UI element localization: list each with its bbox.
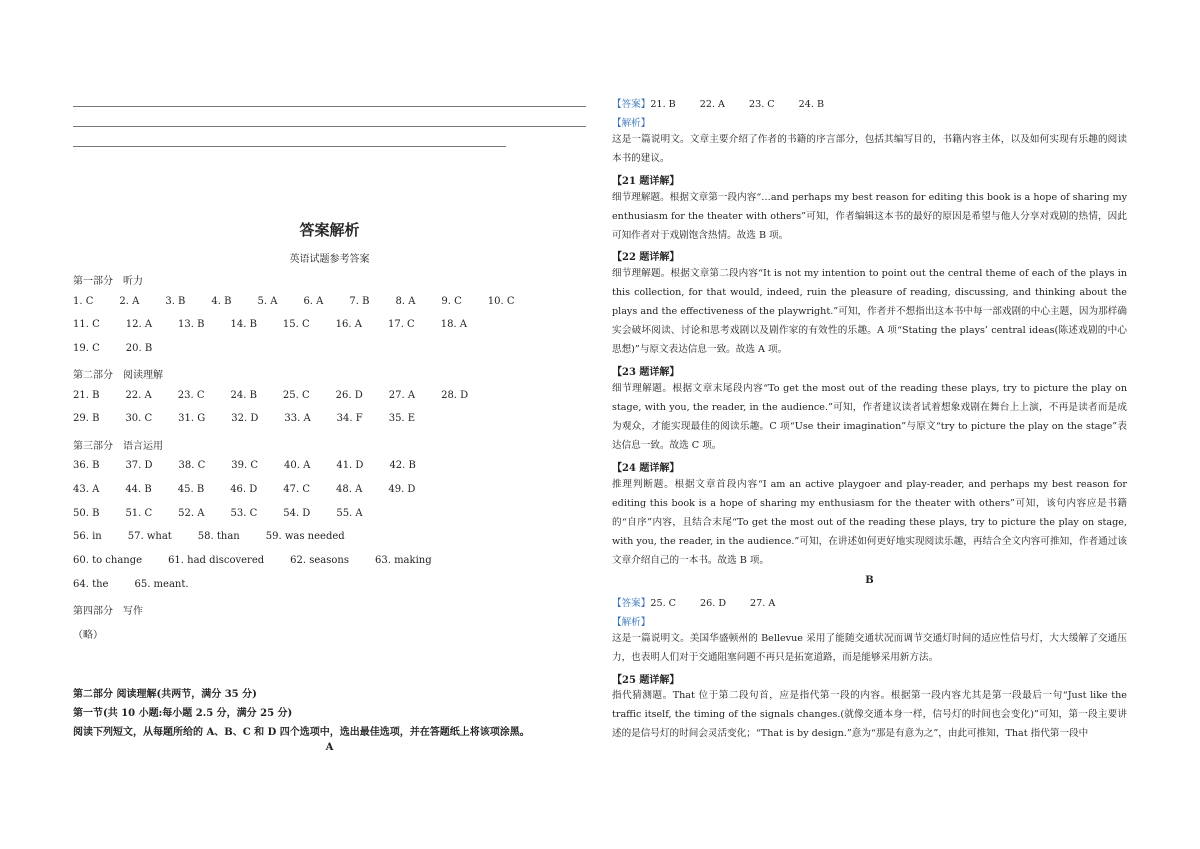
answer-line-b: 【答案】25. C 26. D 27. A <box>612 598 776 609</box>
analysis-paragraph: 这是一篇说明文。文章主要介绍了作者的书籍的序言部分，包括其编写目的，书籍内容主体，以及如何实现有乐趣的阅读本书的建议。 <box>612 134 1127 164</box>
question-explanation: 细节理解题。根据文章第一段内容“…and perhaps my best reason for editing this book is a hope of sharing my enthusiasm for the theater with others”可知，作者编辑这本书的最好的原因是希望与他人分享对戏剧的热情，因此可知作者对于戏剧饱含热情。故选 B 项。 <box>612 192 1127 241</box>
answer-tag: 【答案】 <box>612 99 651 110</box>
question-explanation: 细节理解题。根据文章末尾段内容“To get the most out of the reading these plays, try to picture the play on stage, with you, the reader, in the audience.”可知，作者建议读者试着想象戏剧在舞台上上演，不再是读者而是成为观众，才能实现最佳的阅读乐趣。C 项“Use their imagination”与原文“try to picture the play on the stage”表达信息一致。故选 C 项。 <box>612 383 1127 451</box>
page-title: 答案解析 <box>299 221 360 239</box>
question-header: 【25 题详解】 <box>612 675 680 686</box>
part4-label: 第四部分 写作 <box>73 606 143 617</box>
answer-row: 56. in 57. what 58. than 59. was needed <box>73 531 345 542</box>
answer-row: 43. A 44. B 45. B 46. D 47. C 48. A 49. D <box>73 484 416 495</box>
answer-row: 50. B 51. C 52. A 53. C 54. D 55. A <box>73 508 363 519</box>
question-header: 【24 题详解】 <box>612 463 680 474</box>
answer-row: 64. the 65. meant. <box>73 579 189 590</box>
question-explanation: 推理判断题。根据文章首段内容“I am an active playgoer and play-reader, and perhaps my best reason for editing this book is a hope of sharing my enthusiasm for the theater with others”可知，该句内容应是书籍的“自序”内容，且结合末尾“To get the most out of the reading these plays, try to picture the play on stage, with you, the reader, in the audience.”可知，在讲述如何更好地实现阅读乐趣，再结合全文内容可推知，作者通过该文章介绍自己的一本书。故选 B 项。 <box>612 479 1127 566</box>
question-header: 【21 题详解】 <box>612 176 680 187</box>
analysis-paragraph: 这是一篇说明文。美国华盛顿州的 Bellevue 采用了能随交通状况而调节交通灯时间的适应性信号灯，大大缓解了交通压力，也表明人们对于交通阻塞问题不再只是拓宽道路，而是能够采用新方法。 <box>612 633 1127 663</box>
answer-row: 36. B 37. D 38. C 39. C 40. A 41. D 42. B <box>73 460 416 471</box>
passage-letter: A <box>325 742 334 753</box>
answer-row: 29. B 30. C 31. G 32. D 33. A 34. F 35. E <box>73 413 416 424</box>
answer-row: 21. B 22. A 23. C 24. B 25. C 26. D 27. A 28. D <box>73 390 469 401</box>
blank-rule-3 <box>73 146 506 147</box>
page-subtitle: 英语试题参考答案 <box>289 254 370 265</box>
instruction-text: 阅读下列短文，从每题所给的 A、B、C 和 D 四个选项中，选出最佳选项，并在答题纸上将该项涂黑。 <box>73 727 530 738</box>
subsection-heading: 第一节(共 10 小题:每小题 2.5 分，满分 25 分) <box>73 708 293 719</box>
part3-label: 第三部分 语言运用 <box>73 441 163 452</box>
part4-note: （略） <box>73 630 103 641</box>
answer-row: 60. to change 61. had discovered 62. seasons 63. making <box>73 555 432 566</box>
answer-line-a: 【答案】21. B 22. A 23. C 24. B <box>612 99 824 110</box>
question-explanation: 细节理解题。根据文章第二段内容“It is not my intention to point out the central theme of each of the plays in this collection, for that would, indeed, ruin the pleasure of reading, discussing, and thinking about the plays and the effectiveness of the playwright.”可知，作者并不想指出这本书中每一部戏剧的中心主题，因为那样确实会破坏阅读、讨论和思考戏剧以及剧作家的有效性的乐趣。A 项“Stating the plays’ central ideas(陈述戏剧的中心思想)”与原文表达信息一致。故选 A 项。 <box>612 268 1127 355</box>
analysis-tag: 【解析】 <box>612 118 651 129</box>
question-explanation: 指代猜测题。That 位于第二段句首，应是指代第一段的内容。根据第一段内容尤其是第一段最后一句“Just like the traffic itself, the timing of the signals changes.(就像交通本身一样，信号灯的时间也会变化)”可知，第一段主要讲述的是信号灯的时间会灵活变化；“That is by design.”意为“那是有意为之”，由此可推知，That 指代第一段中 <box>612 690 1127 739</box>
question-header: 【23 题详解】 <box>612 367 680 378</box>
answer-row: 19. C 20. B <box>73 343 153 354</box>
answer-row: 1. C 2. A 3. B 4. B 5. A 6. A 7. B 8. A 9. C 10. C <box>73 296 515 307</box>
part1-label: 第一部分 听力 <box>73 276 143 287</box>
answer-tag: 【答案】 <box>612 598 651 609</box>
answer-row: 11. C 12. A 13. B 14. B 15. C 16. A 17. C 18. A <box>73 319 468 330</box>
section-heading: 第二部分 阅读理解(共两节，满分 35 分) <box>73 689 257 700</box>
part2-label: 第二部分 阅读理解 <box>73 370 163 381</box>
blank-rule-1 <box>73 106 586 107</box>
question-header: 【22 题详解】 <box>612 252 680 263</box>
analysis-tag: 【解析】 <box>612 617 651 628</box>
passage-letter: B <box>865 575 874 586</box>
blank-rule-2 <box>73 126 586 127</box>
